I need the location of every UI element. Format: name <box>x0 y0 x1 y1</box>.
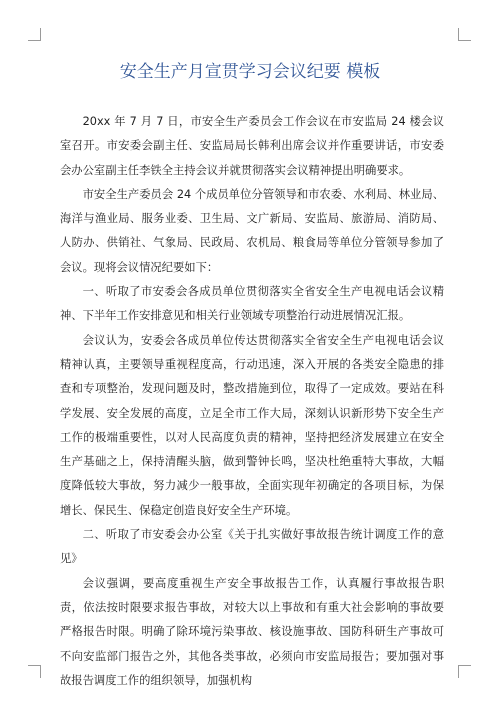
crop-mark-bottom-left <box>28 665 41 678</box>
paragraph-meeting-intro: 20xx 年 7 月 7 日，市安全生产委员会工作会议在市安监局 24 楼会议室召开。市安委会副主任、安监局局长韩利出席会议并作重要讲话，市安委会办公室副主任李铁全主持会议并就贯彻落实会议精神提出明确要求。 <box>60 115 444 177</box>
document-body <box>60 110 444 693</box>
paragraph-section-two-body: 会议强调，要高度重视生产安全事故报告工作，认真履行事故报告职责，依法按时限要求报告事故，对较大以上事故和有重大社会影响的事故要严格报告时限。明确了除环境污染事故、核设施事故、国防科研生产事故可不向安监部门报告之外，其他各类事故，必须向市安监局报告；要加强对事故报告调度工作的组织领导，加强机构 <box>60 576 444 687</box>
crop-mark-top-left <box>28 28 41 41</box>
paragraph-section-one-heading: 一、听取了市安委会各成员单位贯彻落实全省安全生产电视电话会议精神、下半年工作安排意见和相关行业领域专项整治行动进展情况汇报。 <box>60 285 444 323</box>
document-title: 安全生产月宣贯学习会议纪要 模板 <box>119 62 381 82</box>
crop-mark-top-right <box>458 28 471 41</box>
paragraph-section-one-body: 会议认为，安委会各成员单位传达贯彻落实全省安全生产电视电话会议精神认真，主要领导重视程度高，行动迅速，深入开展的各类安全隐患的排查和专项整治，发现问题及时，整改措施到位，取得了一定成效。要站在科学发展、安全发展的高度，立足全市工作大局，深刻认识新形势下安全生产工作的极端重要性，以对人民高度负责的精神，坚持把经济发展建立在安全生产基础之上，保持清醒头脑，做到警钟长鸣，坚决杜绝重特大事故，大幅度降低较大事故，努力减少一般事故，全面实现年初确定的各项目标，为保增长、保民生、保稳定创造良好安全生产环境。 <box>60 333 444 517</box>
paragraph-attendees: 市安全生产委员会 24 个成员单位分管领导和市农委、水利局、林业局、海洋与渔业局、服务业委、卫生局、文广新局、安监局、旅游局、消防局、人防办、供销社、气象局、民政局、农机局、粮食局等单位分管领导参加了会议。现将会议情况纪要如下： <box>60 187 444 274</box>
crop-mark-bottom-right <box>458 665 471 678</box>
paragraph-section-two-heading: 二、听取了市安委会办公室《关于扎实做好事故报告统计调度工作的意见》 <box>60 528 444 566</box>
